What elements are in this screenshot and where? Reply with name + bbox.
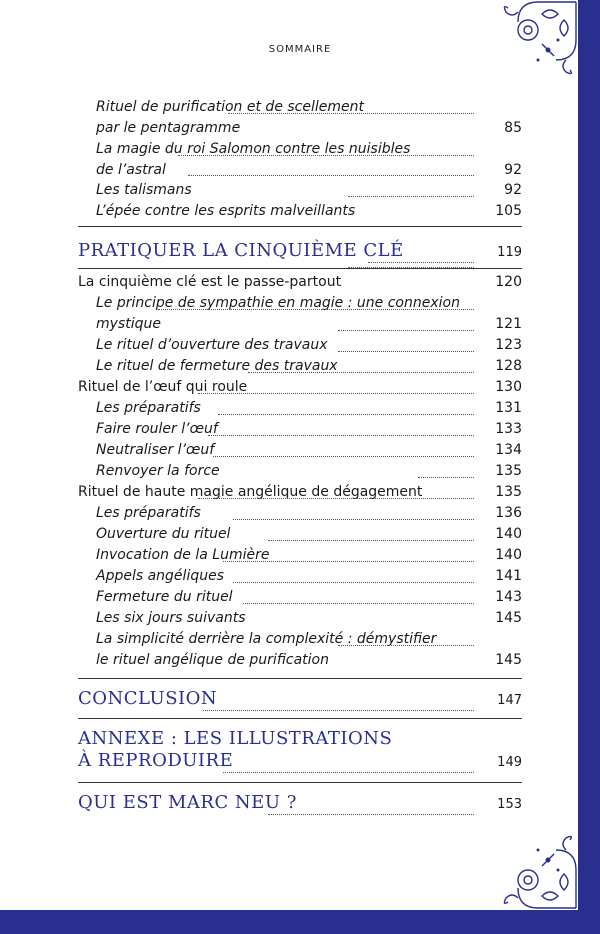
page-number: 92 (504, 182, 522, 198)
toc-entry-text: La simplicité derrière la complexité : démystifier (96, 631, 437, 647)
leader-dots (198, 391, 474, 394)
page-number: 147 (497, 693, 522, 708)
leader-dots (268, 538, 474, 541)
leader-dots (158, 307, 474, 310)
page-border-bottom (0, 910, 600, 934)
page-number: 133 (495, 421, 522, 437)
toc-entry-text: par le pentagramme (96, 120, 241, 136)
toc-entry-text: Rituel de purification et de scellement (96, 99, 364, 115)
toc-entry-text: Rituel de haute magie angélique de dégagement (78, 484, 423, 500)
toc-entry-text: Les talismans (96, 182, 192, 198)
page-number: 119 (497, 245, 522, 260)
section-title: PRATIQUER LA CINQUIÈME CLÉ (78, 240, 404, 261)
leader-dots (338, 643, 474, 646)
leader-dots (178, 153, 474, 156)
toc-entry-text: L’épée contre les esprits malveillants (96, 203, 356, 219)
leader-dots (248, 370, 474, 373)
page-number: 153 (497, 797, 522, 812)
section-rule (78, 226, 522, 227)
leader-dots (188, 173, 474, 176)
page-border-right (578, 0, 600, 934)
toc-entry-text: Fermeture du rituel (96, 589, 233, 605)
page-number: 130 (495, 379, 522, 395)
page-number: 143 (495, 589, 522, 605)
toc-section[interactable] (78, 750, 522, 776)
section-rule (78, 782, 522, 783)
leader-dots (233, 580, 474, 583)
page-number: 149 (497, 755, 522, 770)
toc-entry-text: Appels angéliques (96, 568, 224, 584)
page-number: 131 (495, 400, 522, 416)
toc-entry-text: Renvoyer la force (96, 463, 220, 479)
toc-entry-text: La magie du roi Salomon contre les nuisibles (96, 141, 411, 157)
leader-dots (348, 194, 474, 197)
running-header: SOMMAIRE (268, 44, 332, 55)
toc-section[interactable] (78, 792, 522, 818)
leader-dots (213, 454, 474, 457)
page-number: 145 (495, 652, 522, 668)
section-rule (78, 678, 522, 679)
leader-dots (338, 349, 474, 352)
toc-entry-text: Rituel de l’œuf qui roule (78, 379, 248, 395)
ornament-bottom-right-icon (498, 830, 578, 910)
page-number: 92 (504, 162, 522, 178)
toc-entry-text: Invocation de la Lumière (96, 547, 270, 563)
toc-entry-text: Le principe de sympathie en magie : une connexion (96, 295, 460, 311)
leader-dots (233, 517, 474, 520)
leader-dots (228, 111, 474, 114)
section-title: QUI EST MARC NEU ? (78, 792, 297, 813)
leader-dots (338, 328, 474, 331)
toc-entry-text: Ouverture du rituel (96, 526, 231, 542)
toc-entry-text: Neutraliser l’œuf (96, 442, 215, 458)
section-title: CONCLUSION (78, 688, 218, 709)
page-number: 121 (495, 316, 522, 332)
toc-entry-text: Les préparatifs (96, 400, 201, 416)
page-number: 85 (504, 120, 522, 136)
section-rule (78, 268, 522, 269)
toc-entry-text: Le rituel de fermeture des travaux (96, 358, 338, 374)
toc-entry-text: mystique (96, 316, 161, 332)
page-number: 134 (495, 442, 522, 458)
toc-entry-text: La cinquième clé est le passe-partout (78, 274, 342, 290)
page-number: 123 (495, 337, 522, 353)
toc-section[interactable] (78, 240, 522, 266)
toc-entry-text: de l’astral (96, 162, 166, 178)
leader-dots (198, 496, 474, 499)
leader-dots (223, 559, 474, 562)
toc-section[interactable] (78, 688, 522, 714)
page-number: 140 (495, 547, 522, 563)
page-number: 135 (495, 484, 522, 500)
page-number: 136 (495, 505, 522, 521)
leader-dots (418, 475, 474, 478)
page-number: 140 (495, 526, 522, 542)
leader-dots (218, 412, 474, 415)
section-title: À REPRODUIRE (78, 750, 234, 771)
page-number: 135 (495, 463, 522, 479)
toc-section-line (78, 728, 522, 752)
section-rule (78, 718, 522, 719)
leader-dots (243, 601, 474, 604)
leader-dots (268, 812, 474, 815)
leader-dots (208, 433, 474, 436)
toc-entry-text: Le rituel d’ouverture des travaux (96, 337, 328, 353)
toc-entry-text: Les six jours suivants (96, 610, 246, 626)
page-number: 105 (495, 203, 522, 219)
page-number: 120 (495, 274, 522, 290)
leader-dots (203, 708, 474, 711)
page-number: 128 (495, 358, 522, 374)
toc-entry-text: Faire rouler l’œuf (96, 421, 218, 437)
toc-entry-text: Les préparatifs (96, 505, 201, 521)
page-number: 141 (495, 568, 522, 584)
page-number: 145 (495, 610, 522, 626)
section-title: ANNEXE : LES ILLUSTRATIONS (78, 728, 393, 749)
leader-dots (223, 770, 474, 773)
ornament-top-right-icon (498, 0, 578, 80)
toc-entry-text: le rituel angélique de purification (96, 652, 329, 668)
